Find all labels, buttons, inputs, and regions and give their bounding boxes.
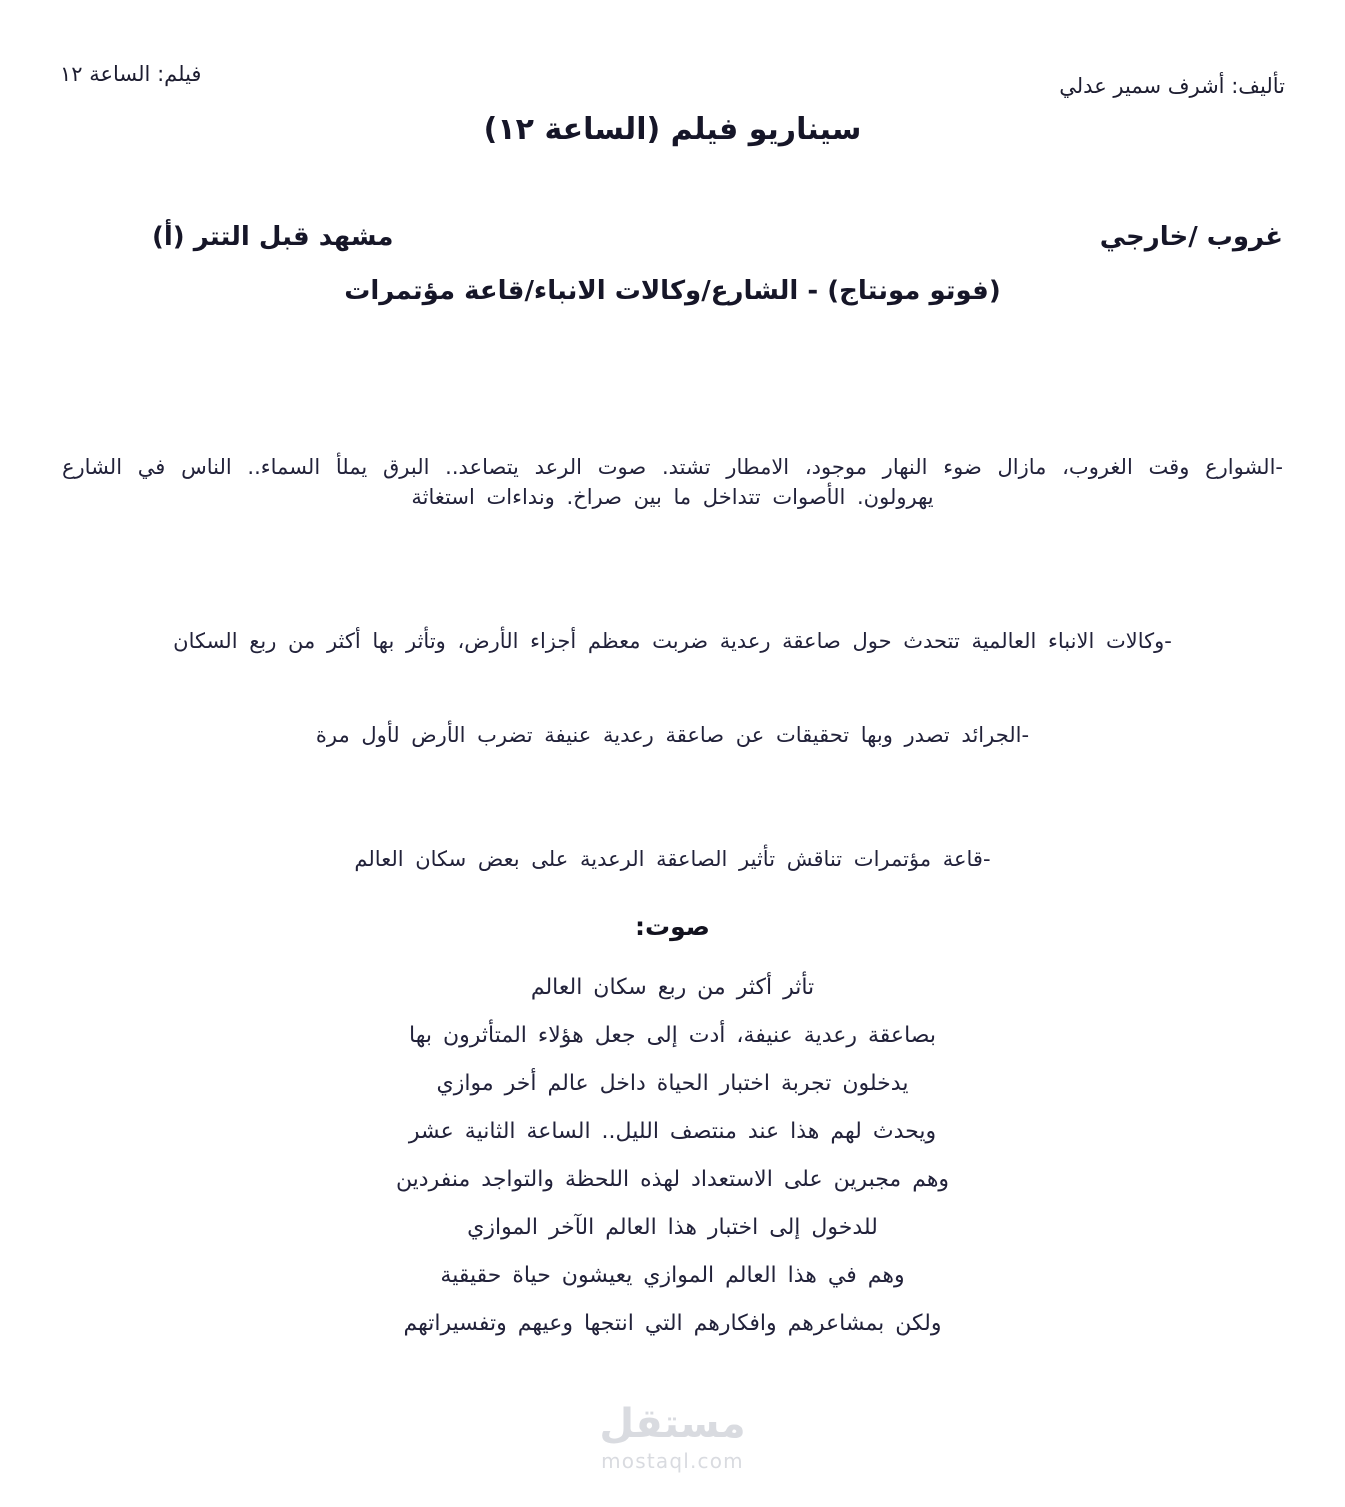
- watermark-logo-text: مستقل: [599, 1401, 746, 1447]
- action-text: -الجرائد تصدر وبها تحقيقات عن صاعقة رعدية عنيفة تضرب الأرض لأول مرة: [315, 723, 1030, 747]
- film-title-label: فيلم: الساعة ١٢: [60, 62, 202, 86]
- dialogue-line: للدخول إلى اختبار هذا العالم الآخر الموازي: [467, 1215, 878, 1240]
- dialogue-line: ويحدث لهم هذا عند منتصف الليل.. الساعة الثانية عشر: [408, 1119, 937, 1144]
- document-header: [60, 62, 1285, 98]
- scene-heading: [152, 222, 1283, 252]
- watermark: [0, 1401, 1345, 1473]
- action-block-newspapers: [62, 720, 1283, 750]
- author-label: تأليف: أشرف سمير عدلي: [1059, 74, 1285, 98]
- dialogue-line: بصاعقة رعدية عنيفة، أدت إلى جعل هؤلاء المتأثرون بها: [409, 1023, 936, 1048]
- dialogue-character-cue: صوت:: [635, 912, 710, 941]
- dialogue-line: يدخلون تجربة اختبار الحياة داخل عالم أخر موازي: [436, 1071, 909, 1096]
- dialogue-line: تأثر أكثر من ربع سكان العالم: [530, 975, 815, 1000]
- scene-subheading: (فوتو مونتاج) - الشارع/وكالات الانباء/قاعة مؤتمرات: [344, 276, 1001, 306]
- dialogue-block: [150, 964, 1195, 1348]
- action-block-conference-hall: [58, 844, 1287, 874]
- action-text: -قاعة مؤتمرات تناقش تأثير الصاعقة الرعدية على بعض سكان العالم: [354, 847, 991, 871]
- dialogue-line: وهم مجبرين على الاستعداد لهذه اللحظة والتواجد منفردين: [395, 1167, 950, 1192]
- action-block-streets: [62, 452, 1283, 512]
- page-title: سيناريو فيلم (الساعة ١٢): [483, 112, 862, 147]
- action-block-news-agencies: [62, 626, 1283, 656]
- scene-heading-slug: مشهد قبل التتر (أ): [152, 222, 394, 252]
- action-text: -الشوارع وقت الغروب، مازال ضوء النهار موجود، الامطار تشتد. صوت الرعد يتصاعد.. البرق يملأ السماء.. الناس في الشارع يهرولون. الأصوات تتداخل ما بين صراخ. ونداءات استغاثة: [62, 455, 1283, 509]
- dialogue-line: ولكن بمشاعرهم وافكارهم التي انتجها وعيهم وتفسيراتهم: [403, 1311, 942, 1336]
- action-text: -وكالات الانباء العالمية تتحدث حول صاعقة رعدية ضربت معظم أجزاء الأرض، وتأثر بها أكثر من ربع السكان: [173, 629, 1172, 653]
- dialogue-line: وهم في هذا العالم الموازي يعيشون حياة حقيقية: [440, 1263, 905, 1288]
- scene-heading-time-location: غروب /خارجي: [1099, 222, 1283, 252]
- watermark-domain-text: mostaql.com: [601, 1449, 744, 1473]
